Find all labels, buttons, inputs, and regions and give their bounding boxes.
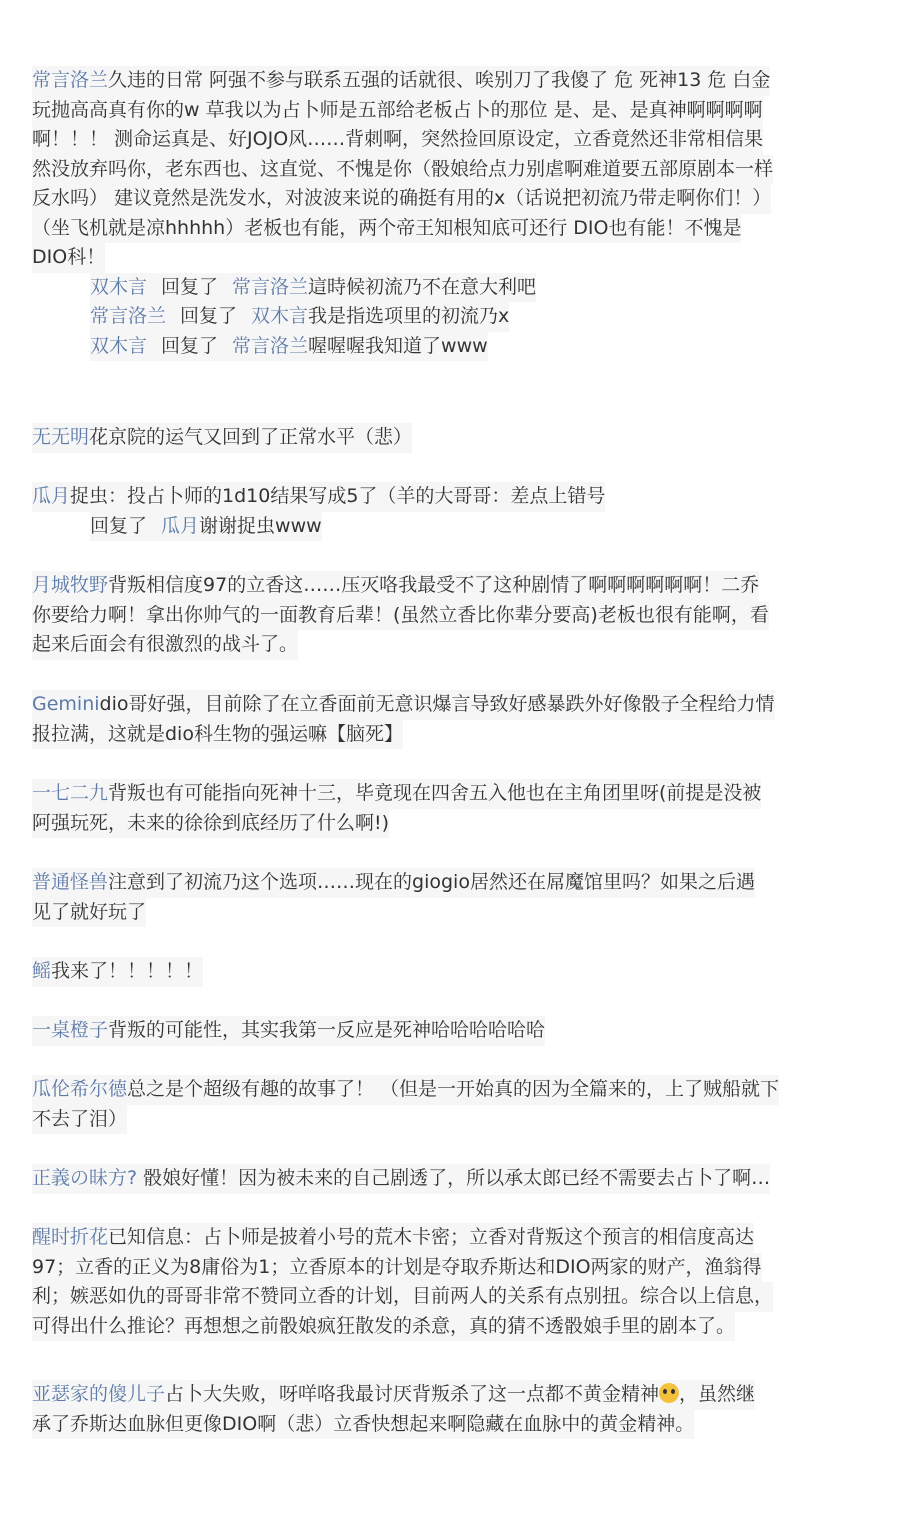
comment-text: 然没放弃吗你，老东西也、这直觉、不愧是你（骰娘给点力别虐啊难道要五部原剧本一样: [32, 157, 774, 180]
comment-line: [32, 690, 775, 720]
comment-text: 背叛的可能性，其实我第一反应是死神哈哈哈哈哈哈: [108, 1019, 546, 1041]
comment-author[interactable]: 普通怪兽: [32, 871, 109, 893]
comment-text: 97；立香的正义为8庸俗为1；立香原本的计划是夺取乔斯达和DIO两家的财产，渔翁得: [32, 1255, 762, 1278]
comment-text: 你要给力啊！拿出你帅气的一面教育后辈！(虽然立香比你辈分要高)老板也很有能啊，看: [32, 603, 769, 626]
comment: [32, 1223, 807, 1341]
comment-text: 报拉满，这就是dio科生物的强运嘛【脑死】: [32, 722, 403, 745]
comment-text: 玩抛高高真有你的w 草我以为占卜师是五部给老板占卜的那位 是、是、是真神啊啊啊啊: [32, 98, 763, 121]
reply-target[interactable]: 常言洛兰: [232, 275, 309, 298]
comment-line: [32, 1410, 694, 1440]
reply-text: 這時候初流乃不在意大利吧: [308, 275, 537, 298]
comment-line: [32, 1164, 770, 1194]
comment-author[interactable]: 鳐: [32, 960, 52, 982]
reply-action: 回复了: [90, 514, 148, 537]
comment-line: [32, 1223, 754, 1253]
comment-line: [32, 66, 770, 96]
comment-text: 总之是个超级有趣的故事了！ （但是一开始真的因为全篇来的，上了贼船就下: [127, 1078, 780, 1100]
reply-text: 我是指选项里的初流乃x: [308, 305, 510, 327]
comment-author[interactable]: 一桌橙子: [32, 1019, 109, 1041]
comment-line: [32, 1016, 545, 1046]
reply: [90, 273, 536, 303]
comment: [32, 571, 807, 660]
comment-text: （坐飞机就是凉hhhhh）老板也有能，两个帝王知根知底可还行 DIO也有能！不愧是: [32, 216, 742, 239]
reply-target[interactable]: 常言洛兰: [232, 334, 309, 357]
reply-action: 回复了: [161, 334, 219, 357]
comment-line: [32, 1253, 762, 1283]
comment-line: [32, 184, 771, 214]
comment-line: [32, 779, 761, 809]
comment-text: 背叛也有可能指向死神十三，毕竟现在四舍五入他也在主角团里呀(前提是没被: [108, 782, 762, 804]
comment-text: 起来后面会有很激烈的战斗了。: [32, 633, 299, 655]
comment: [32, 1380, 807, 1439]
comment-author[interactable]: 月城牧野: [32, 574, 109, 596]
comment: [32, 690, 807, 749]
comment-line: [32, 809, 389, 839]
comment-line: [32, 868, 755, 898]
comment-text: 阿强玩死，未来的徐徐到底经历了什么啊!): [32, 811, 390, 834]
comment-text: 捉虫：投占卜师的1d10结果写成5了（羊的大哥哥：差点上错号: [70, 485, 606, 507]
comment-text: dio哥好强，目前除了在立香面前无意识爆言导致好感暴跌外好像骰子全程给力情: [99, 693, 775, 715]
comment-line: [32, 125, 763, 155]
reply: [90, 302, 509, 332]
reply-text: 喔喔喔我知道了www: [308, 334, 488, 357]
comment-author[interactable]: 亚瑟家的傻儿子: [32, 1383, 166, 1405]
reply-author[interactable]: 双木言: [90, 275, 148, 298]
comment: [32, 957, 807, 987]
reply-action: 回复了: [180, 305, 238, 327]
reply-author[interactable]: 双木言: [90, 334, 148, 357]
comment-line: [32, 214, 741, 244]
comment-line: [32, 1282, 773, 1312]
comment: [32, 868, 807, 927]
comment-author[interactable]: Gemini: [32, 693, 100, 715]
comment-text: 久违的日常 阿强不参与联系五强的话就很、唉别刀了我傻了 危 死神13 危 白金: [108, 69, 771, 91]
comment-line: [32, 482, 605, 512]
comment-author[interactable]: 无无明: [32, 426, 90, 448]
comment-text: ，虽然继: [679, 1383, 756, 1405]
comment-line: [32, 720, 403, 750]
comment-text: 花京院的运气又回到了正常水平（悲）: [89, 426, 413, 448]
comment-text: 承了乔斯达血脉但更像DIO啊（悲）立香快想起来啊隐藏在血脉中的黄金精神。: [32, 1412, 695, 1435]
comment-text: 见了就好玩了: [32, 900, 147, 923]
comment-text: 注意到了初流乃这个选项……现在的giogio居然还在屌魔馆里吗？如果之后遇: [108, 871, 755, 893]
comment-line: [32, 155, 773, 185]
comment-text: DIO科！: [32, 246, 106, 268]
comment: [32, 482, 807, 541]
comment: [32, 1075, 807, 1134]
comment-text: 骰娘好懂！因为被未来的自己剧透了，所以承太郎已经不需要去占卜了啊…: [137, 1167, 771, 1189]
comment-line: [32, 1312, 735, 1342]
reply: [90, 332, 488, 362]
reply: [90, 512, 322, 542]
comment: [32, 423, 807, 453]
comment-line: [32, 630, 298, 660]
comment: [32, 779, 807, 838]
comment-author[interactable]: 瓜伦希尔德: [32, 1078, 128, 1100]
comment-line: [32, 1105, 127, 1135]
comment-line: [32, 1380, 755, 1410]
comment-line: [32, 423, 412, 453]
comment: [32, 1164, 807, 1194]
comment-line: [32, 243, 105, 273]
comment-text: 利；嫉恶如仇的哥哥非常不赞同立香的计划，目前两人的关系有点别扭。综合以上信息，: [32, 1285, 774, 1307]
comment-line: [32, 1075, 779, 1105]
comment-author[interactable]: 常言洛兰: [32, 69, 109, 91]
comment-text: 啊！！！ 测命运真是、好JOJO风……背刺啊，突然捡回原设定，立香竟然还非常相信果: [32, 128, 764, 150]
reply-target[interactable]: 双木言: [251, 305, 309, 327]
comment-text: 占卜大失败，呀咩咯我最讨厌背叛杀了这一点都不黄金精神: [165, 1383, 660, 1405]
comment: [32, 1016, 807, 1046]
comment-author[interactable]: 正義の昧方?: [32, 1167, 138, 1189]
comment-line: [32, 957, 203, 987]
comment-author[interactable]: 醒时折花: [32, 1226, 109, 1248]
comment-text: 反水吗） 建议竟然是洗发水，对波波来说的确挺有用的x（话说把初流乃带走啊你们！）: [32, 187, 772, 209]
comment-line: [32, 96, 763, 126]
comment-author[interactable]: 瓜月: [32, 485, 71, 507]
comment-text: 已知信息：占卜师是披着小号的荒木卡密；立香对背叛这个预言的相信度高达: [108, 1226, 755, 1248]
comment: [32, 66, 807, 361]
comment-text: 不去了泪）: [32, 1107, 128, 1130]
comment-text: 可得出什么推论？再想想之前骰娘疯狂散发的杀意，真的猜不透骰娘手里的剧本了。: [32, 1314, 736, 1337]
reply-target[interactable]: 瓜月: [161, 514, 200, 537]
reply-action: 回复了: [161, 275, 219, 298]
reply-author[interactable]: 常言洛兰: [90, 305, 167, 327]
comment-line: [32, 898, 146, 928]
comment-text: 背叛相信度97的立香这……压灭咯我最受不了这种剧情了啊啊啊啊啊啊！二乔: [108, 574, 760, 596]
comment-line: [32, 571, 759, 601]
screaming-face-icon: [659, 1383, 679, 1403]
comment-text: 我来了！！！！！: [51, 960, 204, 982]
comment-author[interactable]: 一七二九: [32, 782, 109, 804]
reply-text: 谢谢捉虫www: [199, 514, 322, 537]
comment-line: [32, 601, 769, 631]
